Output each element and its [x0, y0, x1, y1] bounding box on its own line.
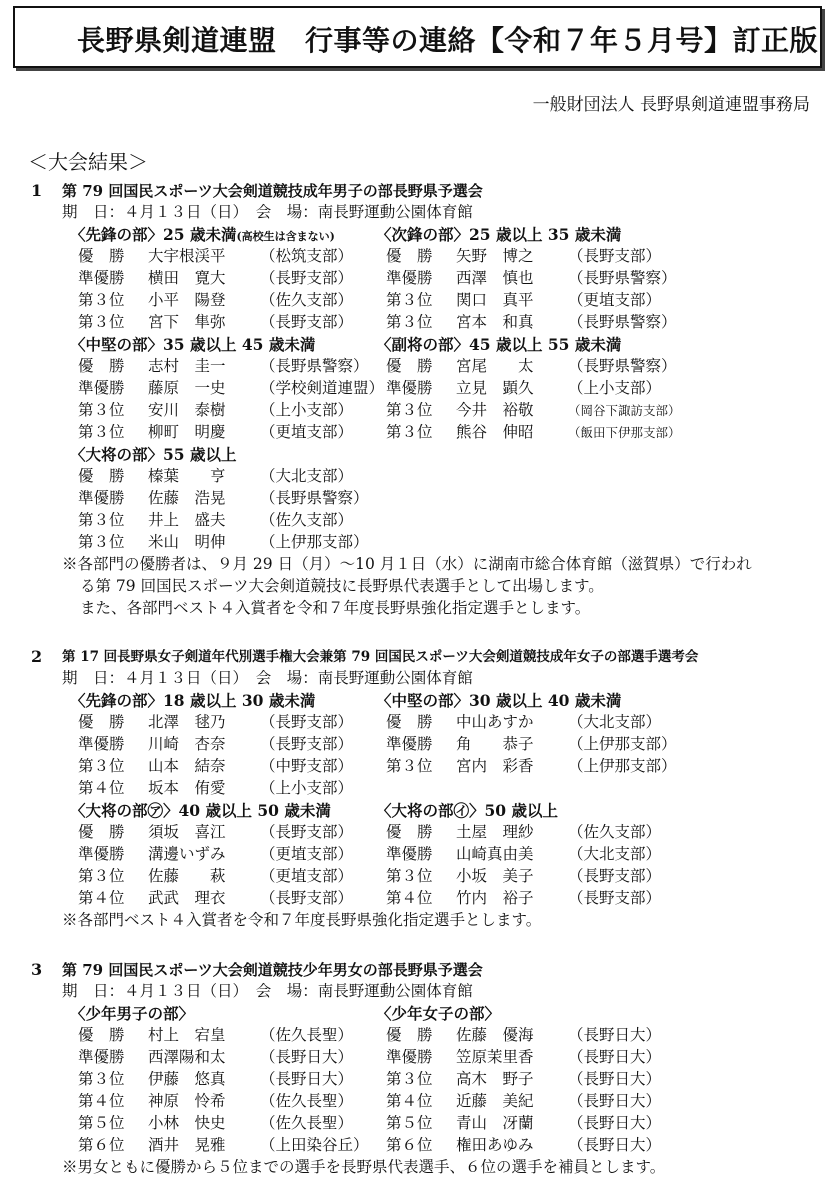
result-rank: 準優勝 — [78, 735, 125, 753]
result-rank: 優 勝 — [78, 713, 125, 731]
result-rank: 第３位 — [78, 1070, 125, 1088]
result-name: 山崎真由美 — [456, 845, 534, 863]
s1-note-line-2: る第 79 回国民スポーツ大会剣道競技に長野県代表選手として出場します。 — [80, 577, 604, 595]
result-row — [386, 888, 661, 909]
section-1-number: 1 — [31, 181, 43, 200]
result-name: 溝邊いずみ — [148, 845, 226, 863]
result-rank: 準優勝 — [386, 1048, 433, 1066]
result-row — [78, 378, 384, 399]
section-2-number: 2 — [31, 647, 43, 666]
result-rank: 第３位 — [386, 423, 433, 441]
result-row — [386, 1135, 661, 1156]
result-row — [78, 888, 353, 909]
result-rank: 優 勝 — [386, 247, 433, 265]
s2-category-2: 〈中堅の部〉30 歳以上 40 歳未満 — [376, 691, 622, 710]
section-2-info: 期 日：４月１３日（日） 会 場：南長野運動公園体育館 — [62, 669, 473, 687]
result-name: 北澤 毬乃 — [148, 713, 226, 731]
result-affiliation: （上伊那支部） — [260, 533, 369, 551]
result-affiliation: （岡谷下諏訪支部） — [568, 403, 681, 418]
section-1-title: 第 79 回国民スポーツ大会剣道競技成年男子の部長野県予選会 — [62, 182, 483, 200]
result-row — [386, 712, 661, 733]
result-name: 権田あゆみ — [456, 1136, 534, 1154]
result-rank: 第５位 — [386, 1114, 433, 1132]
result-row — [78, 1069, 353, 1090]
result-row — [386, 268, 677, 289]
result-row — [386, 866, 661, 887]
result-row — [386, 356, 677, 377]
result-affiliation: （大北支部） — [260, 467, 354, 485]
result-affiliation: （長野県警察） — [568, 313, 677, 331]
result-affiliation: （上小支部） — [260, 779, 354, 797]
result-rank: 優 勝 — [78, 467, 125, 485]
result-name: 佐藤 優海 — [456, 1026, 534, 1044]
result-name: 井上 盛夫 — [148, 511, 226, 529]
result-name: 志村 圭一 — [148, 357, 226, 375]
result-rank: 第３位 — [78, 401, 125, 419]
result-rank: 優 勝 — [78, 357, 125, 375]
result-rank: 優 勝 — [386, 823, 433, 841]
title-box — [13, 6, 822, 68]
result-rank: 第３位 — [386, 1070, 433, 1088]
result-affiliation: （上小支部） — [260, 401, 354, 419]
result-affiliation: （長野日大） — [568, 1136, 662, 1154]
s2-note: ※各部門ベスト４入賞者を令和７年度長野県強化指定選手とします。 — [62, 911, 542, 929]
result-name: 宮尾 太 — [456, 357, 534, 375]
result-row — [78, 422, 353, 443]
result-affiliation: （長野支部） — [260, 823, 354, 841]
result-row — [78, 246, 353, 267]
result-row — [386, 1025, 661, 1046]
s1-note-line-1: ※各部門の優勝者は、９月 29 日（月）～10 月１日（水）に湖南市総合体育館（滋賀県）で行われ — [62, 555, 752, 573]
result-rank: 第３位 — [386, 867, 433, 885]
result-affiliation: （長野支部） — [568, 867, 662, 885]
result-rank: 準優勝 — [78, 845, 125, 863]
result-rank: 第３位 — [386, 401, 433, 419]
result-name: 小林 快史 — [148, 1114, 226, 1132]
result-row — [78, 844, 353, 865]
s1-category-1: 〈先鋒の部〉25 歳未満(高校生は含まない) — [70, 225, 335, 244]
result-name: 近藤 美紀 — [456, 1092, 534, 1110]
result-affiliation: （長野日大） — [568, 1092, 662, 1110]
result-name: 西澤 慎也 — [456, 269, 534, 287]
result-affiliation: （佐久支部） — [260, 511, 354, 529]
result-name: 坂本 侑愛 — [148, 779, 226, 797]
result-affiliation: （更埴支部） — [568, 291, 662, 309]
result-affiliation: （長野支部） — [568, 247, 662, 265]
result-row — [78, 488, 369, 509]
result-row — [78, 532, 369, 553]
result-affiliation: （佐久長聖） — [260, 1114, 354, 1132]
s3-category-1: 〈少年男子の部〉 — [70, 1004, 195, 1023]
result-affiliation: （長野日大） — [260, 1070, 354, 1088]
result-name: 矢野 博之 — [456, 247, 534, 265]
result-row — [78, 290, 353, 311]
result-name: 村上 宕皇 — [148, 1026, 226, 1044]
result-rank: 第３位 — [78, 757, 125, 775]
result-rank: 準優勝 — [386, 379, 433, 397]
result-rank: 優 勝 — [78, 823, 125, 841]
result-affiliation: （飯田下伊那支部） — [568, 425, 681, 440]
result-name: 今井 裕敬 — [456, 401, 534, 419]
result-name: 高木 野子 — [456, 1070, 534, 1088]
result-name: 宮下 隼弥 — [148, 313, 226, 331]
section-3-number: 3 — [31, 960, 43, 979]
result-name: 佐藤 萩 — [148, 867, 226, 885]
result-name: 関口 真平 — [456, 291, 534, 309]
result-row — [386, 312, 677, 333]
result-rank: 第６位 — [78, 1136, 125, 1154]
result-affiliation: （松筑支部） — [260, 247, 354, 265]
result-affiliation: （大北支部） — [568, 845, 662, 863]
result-row — [386, 1047, 661, 1068]
result-rank: 第３位 — [78, 511, 125, 529]
result-row — [386, 1069, 661, 1090]
result-row — [78, 1091, 353, 1112]
result-row — [78, 1135, 369, 1156]
result-affiliation: （長野日大） — [568, 1070, 662, 1088]
s1-category-1-note: (高校生は含まない) — [236, 230, 335, 243]
result-rank: 優 勝 — [386, 357, 433, 375]
result-name: 土屋 理紗 — [456, 823, 534, 841]
result-affiliation: （長野県警察） — [260, 357, 369, 375]
result-rank: 準優勝 — [386, 845, 433, 863]
result-row — [386, 378, 661, 399]
result-row — [78, 778, 353, 799]
result-name: 宮内 彩香 — [456, 757, 534, 775]
result-rank: 第４位 — [386, 889, 433, 907]
result-row — [386, 1091, 661, 1112]
result-name: 宮本 和真 — [456, 313, 534, 331]
result-row — [78, 356, 369, 377]
result-rank: 第３位 — [386, 291, 433, 309]
result-affiliation: （長野支部） — [568, 889, 662, 907]
result-rank: 第５位 — [78, 1114, 125, 1132]
result-rank: 準優勝 — [78, 379, 125, 397]
result-name: 柳町 明慶 — [148, 423, 226, 441]
result-affiliation: （佐久支部） — [260, 291, 354, 309]
s1-category-5: 〈大将の部〉55 歳以上 — [70, 445, 237, 464]
result-affiliation: （長野支部） — [260, 313, 354, 331]
result-row — [386, 246, 661, 267]
result-affiliation: （上伊那支部） — [568, 757, 677, 775]
result-name: 立見 顕久 — [456, 379, 534, 397]
result-name: 竹内 裕子 — [456, 889, 534, 907]
result-affiliation: （大北支部） — [568, 713, 662, 731]
result-name: 中山あすか — [456, 713, 534, 731]
s3-category-2: 〈少年女子の部〉 — [376, 1004, 501, 1023]
result-rank: 準優勝 — [78, 489, 125, 507]
result-name: 佐藤 浩晃 — [148, 489, 226, 507]
result-rank: 第４位 — [386, 1092, 433, 1110]
result-rank: 第４位 — [78, 779, 125, 797]
result-name: 安川 泰樹 — [148, 401, 226, 419]
result-row — [78, 734, 353, 755]
section-3-info: 期 日：４月１３日（日） 会 場：南長野運動公園体育館 — [62, 982, 473, 1000]
result-affiliation: （上小支部） — [568, 379, 662, 397]
result-row — [386, 290, 661, 311]
result-affiliation: （長野支部） — [260, 735, 354, 753]
result-affiliation: （長野日大） — [568, 1114, 662, 1132]
section-2-title: 第 17 回長野県女子剣道年代別選手権大会兼第 79 回国民スポーツ大会剣道競技成年女子の部選手選考会 — [62, 649, 699, 665]
result-name: 青山 冴蘭 — [456, 1114, 534, 1132]
organization-name: 一般財団法人 長野県剣道連盟事務局 — [532, 95, 810, 115]
result-rank: 準優勝 — [78, 269, 125, 287]
result-affiliation: （長野日大） — [260, 1048, 354, 1066]
result-rank: 準優勝 — [386, 735, 433, 753]
result-rank: 第３位 — [78, 291, 125, 309]
section-3-title: 第 79 回国民スポーツ大会剣道競技少年男女の部長野県予選会 — [62, 961, 483, 979]
result-name: 須坂 喜江 — [148, 823, 226, 841]
result-row — [386, 844, 661, 865]
result-row — [78, 822, 353, 843]
result-name: 角 恭子 — [456, 735, 534, 753]
s1-category-3: 〈中堅の部〉35 歳以上 45 歳未満 — [70, 335, 316, 354]
result-affiliation: （上伊那支部） — [568, 735, 677, 753]
result-rank: 第３位 — [386, 757, 433, 775]
result-name: 熊谷 伸昭 — [456, 423, 534, 441]
result-rank: 優 勝 — [386, 1026, 433, 1044]
result-affiliation: （更埴支部） — [260, 423, 354, 441]
result-rank: 第４位 — [78, 889, 125, 907]
result-name: 川崎 杏奈 — [148, 735, 226, 753]
result-row — [386, 756, 677, 777]
result-affiliation: （長野支部） — [260, 889, 354, 907]
result-rank: 準優勝 — [386, 269, 433, 287]
result-affiliation: （佐久長聖） — [260, 1026, 354, 1044]
result-rank: 第６位 — [386, 1136, 433, 1154]
s2-category-4: 〈大将の部㋑〉50 歳以上 — [376, 801, 558, 820]
s1-category-4: 〈副将の部〉45 歳以上 55 歳未満 — [376, 335, 622, 354]
result-rank: 優 勝 — [78, 247, 125, 265]
result-affiliation: （長野日大） — [568, 1048, 662, 1066]
result-rank: 第３位 — [78, 533, 125, 551]
result-affiliation: （更埴支部） — [260, 845, 354, 863]
result-affiliation: （長野県警察） — [260, 489, 369, 507]
result-row — [78, 1025, 353, 1046]
s1-note-line-3: また、各部門ベスト４入賞者を令和７年度長野県強化指定選手とします。 — [80, 599, 591, 617]
result-name: 榛葉 亨 — [148, 467, 226, 485]
result-row — [78, 866, 353, 887]
result-affiliation: （長野県警察） — [568, 269, 677, 287]
result-row — [78, 756, 353, 777]
result-name: 米山 明伸 — [148, 533, 226, 551]
result-name: 横田 寛大 — [148, 269, 226, 287]
section-heading: ＜大会結果＞ — [28, 150, 148, 174]
result-rank: 第３位 — [78, 423, 125, 441]
s2-category-1: 〈先鋒の部〉18 歳以上 30 歳未満 — [70, 691, 316, 710]
result-rank: 第４位 — [78, 1092, 125, 1110]
result-name: 藤原 一史 — [148, 379, 226, 397]
result-affiliation: （中野支部） — [260, 757, 354, 775]
result-row — [78, 1113, 353, 1134]
result-affiliation: （学校剣道連盟） — [260, 379, 385, 397]
result-row — [386, 822, 661, 843]
result-row — [78, 312, 353, 333]
result-rank: 優 勝 — [386, 713, 433, 731]
page-title: 長野県剣道連盟 行事等の連絡【令和７年５月号】訂正版 — [77, 24, 819, 57]
result-affiliation: （長野支部） — [260, 269, 354, 287]
result-row — [78, 466, 353, 487]
result-affiliation: （更埴支部） — [260, 867, 354, 885]
result-affiliation: （長野県警察） — [568, 357, 677, 375]
result-name: 山本 結奈 — [148, 757, 226, 775]
result-row — [386, 400, 681, 421]
result-name: 西澤陽和太 — [148, 1048, 226, 1066]
result-rank: 第３位 — [78, 313, 125, 331]
result-row — [78, 1047, 353, 1068]
result-name: 小平 陽登 — [148, 291, 226, 309]
result-affiliation: （佐久長聖） — [260, 1092, 354, 1110]
result-row — [386, 422, 681, 443]
result-rank: 優 勝 — [78, 1026, 125, 1044]
result-affiliation: （佐久支部） — [568, 823, 662, 841]
result-row — [386, 734, 677, 755]
result-row — [78, 510, 353, 531]
result-name: 小坂 美子 — [456, 867, 534, 885]
section-1-info: 期 日：４月１３日（日） 会 場：南長野運動公園体育館 — [62, 203, 473, 221]
result-name: 伊藤 悠真 — [148, 1070, 226, 1088]
result-row — [386, 1113, 661, 1134]
result-name: 笠原茉里香 — [456, 1048, 534, 1066]
result-row — [78, 268, 353, 289]
result-rank: 準優勝 — [78, 1048, 125, 1066]
s1-category-2: 〈次鋒の部〉25 歳以上 35 歳未満 — [376, 225, 622, 244]
result-name: 大宇根渓平 — [148, 247, 226, 265]
result-rank: 第３位 — [78, 867, 125, 885]
result-affiliation: （長野日大） — [568, 1026, 662, 1044]
result-affiliation: （長野支部） — [260, 713, 354, 731]
result-name: 酒井 晃雅 — [148, 1136, 226, 1154]
result-row — [78, 400, 353, 421]
s3-note: ※男女ともに優勝から５位までの選手を長野県代表選手、６位の選手を補員とします。 — [62, 1158, 666, 1176]
result-row — [78, 712, 353, 733]
result-name: 武武 理衣 — [148, 889, 226, 907]
result-rank: 第３位 — [386, 313, 433, 331]
result-affiliation: （上田染谷丘） — [260, 1136, 369, 1154]
s2-category-3: 〈大将の部㋐〉40 歳以上 50 歳未満 — [70, 801, 331, 820]
result-name: 神原 怜希 — [148, 1092, 226, 1110]
